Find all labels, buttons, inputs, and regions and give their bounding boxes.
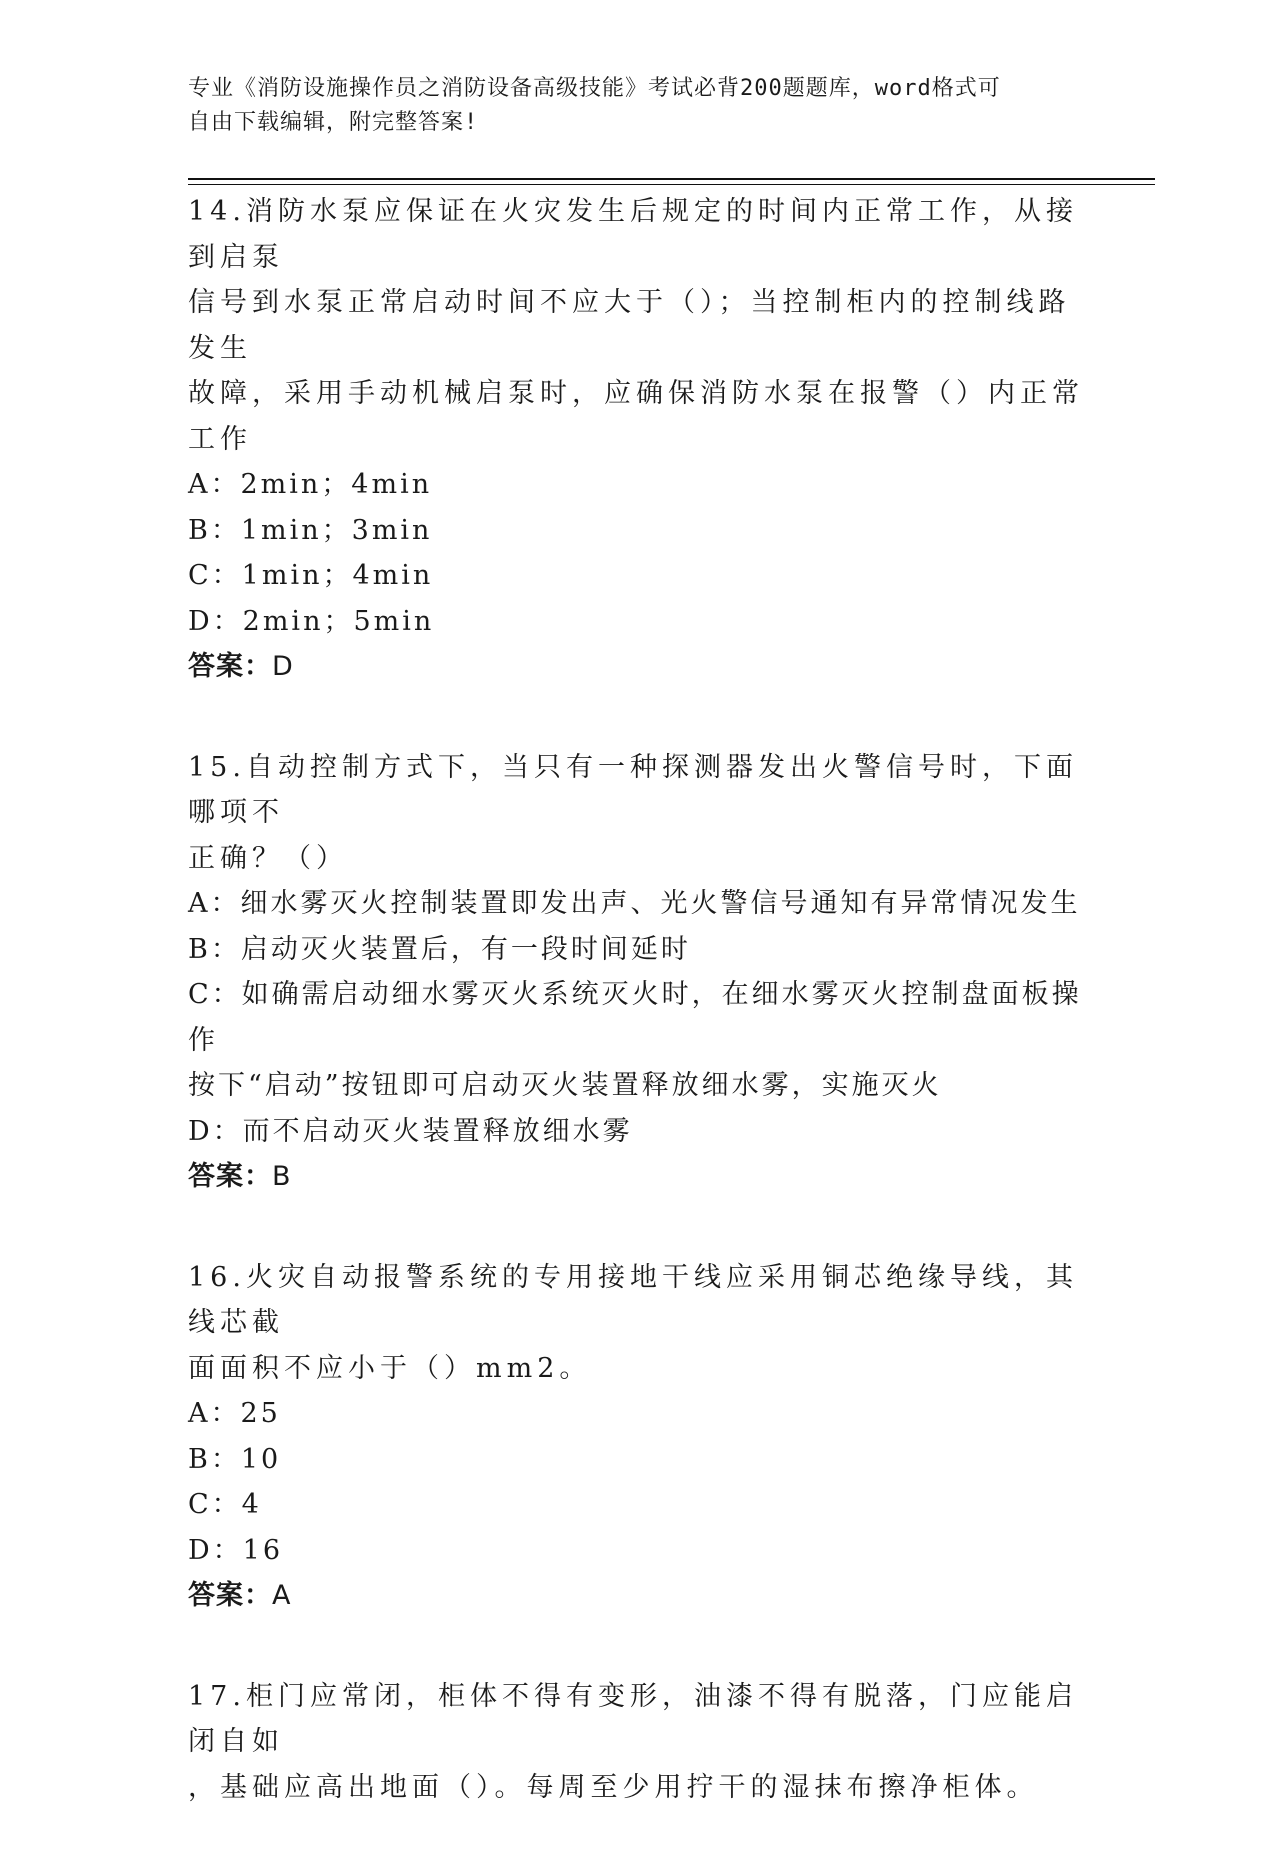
question-16 — [188, 1255, 1088, 1619]
option-b: B：1min；3min — [188, 514, 433, 546]
answer-label: 答案： — [188, 1161, 272, 1192]
option-b: B：10 — [188, 1443, 282, 1475]
question-text: 正确？（） — [188, 842, 348, 874]
option-a: A：25 — [188, 1398, 281, 1429]
answer-value: B — [272, 1161, 292, 1192]
option-d: D：2min；5min — [188, 605, 435, 637]
option-d: D：16 — [188, 1534, 284, 1566]
option-c: C：如确需启动细水雾灭火系统灭火时，在细水雾灭火控制盘面板操作 — [188, 979, 1082, 1056]
question-text: 信号到水泵正常启动时间不应大于（）；当控制柜内的控制线路发生 — [188, 287, 1071, 364]
option-d: D：而不启动灭火装置释放细水雾 — [188, 1115, 633, 1147]
question-text: 面面积不应小于（）mm2。 — [188, 1352, 592, 1384]
document-header — [188, 72, 1088, 140]
question-15 — [188, 745, 1088, 1200]
option-c: C：1min；4min — [188, 560, 434, 591]
answer-value: D — [272, 651, 294, 682]
option-c: C：4 — [188, 1489, 262, 1520]
question-text: 17.柜门应常闭，柜体不得有变形，油漆不得有脱落，门应能启闭自如 — [188, 1680, 1078, 1757]
question-17 — [188, 1674, 1088, 1811]
question-text: ，基础应高出地面（）。每周至少用拧干的湿抹布擦净柜体。 — [188, 1771, 1039, 1803]
header-line-1: 专业《消防设施操作员之消防设备高级技能》考试必背200题题库，word格式可 — [188, 76, 1001, 101]
option-a: A：2min；4min — [188, 469, 433, 500]
question-text: 14.消防水泵应保证在火灾发生后规定的时间内正常工作，从接到启泵 — [188, 196, 1078, 273]
answer-label: 答案： — [188, 651, 272, 682]
header-divider — [188, 178, 1155, 185]
question-14 — [188, 189, 1088, 690]
question-text: 16.火灾自动报警系统的专用接地干线应采用铜芯绝缘导线，其线芯截 — [188, 1261, 1078, 1338]
answer — [188, 644, 1088, 690]
answer — [188, 1573, 1088, 1619]
option-b: B：启动灭火装置后，有一段时间延时 — [188, 933, 691, 965]
question-list — [188, 189, 1088, 1865]
answer-value: A — [272, 1580, 292, 1611]
header-line-2: 自由下载编辑，附完整答案! — [188, 110, 479, 135]
answer — [188, 1154, 1088, 1200]
option-a: A：细水雾灭火控制装置即发出声、光火警信号通知有异常情况发生 — [188, 888, 1081, 919]
question-text: 15.自动控制方式下，当只有一种探测器发出火警信号时，下面哪项不 — [188, 751, 1078, 828]
question-text: 故障，采用手动机械启泵时，应确保消防水泵在报警（）内正常工作 — [188, 378, 1084, 455]
answer-label: 答案： — [188, 1580, 272, 1611]
option-c-continued: 按下“启动”按钮即可启动灭火装置释放细水雾，实施灭火 — [188, 1070, 942, 1101]
